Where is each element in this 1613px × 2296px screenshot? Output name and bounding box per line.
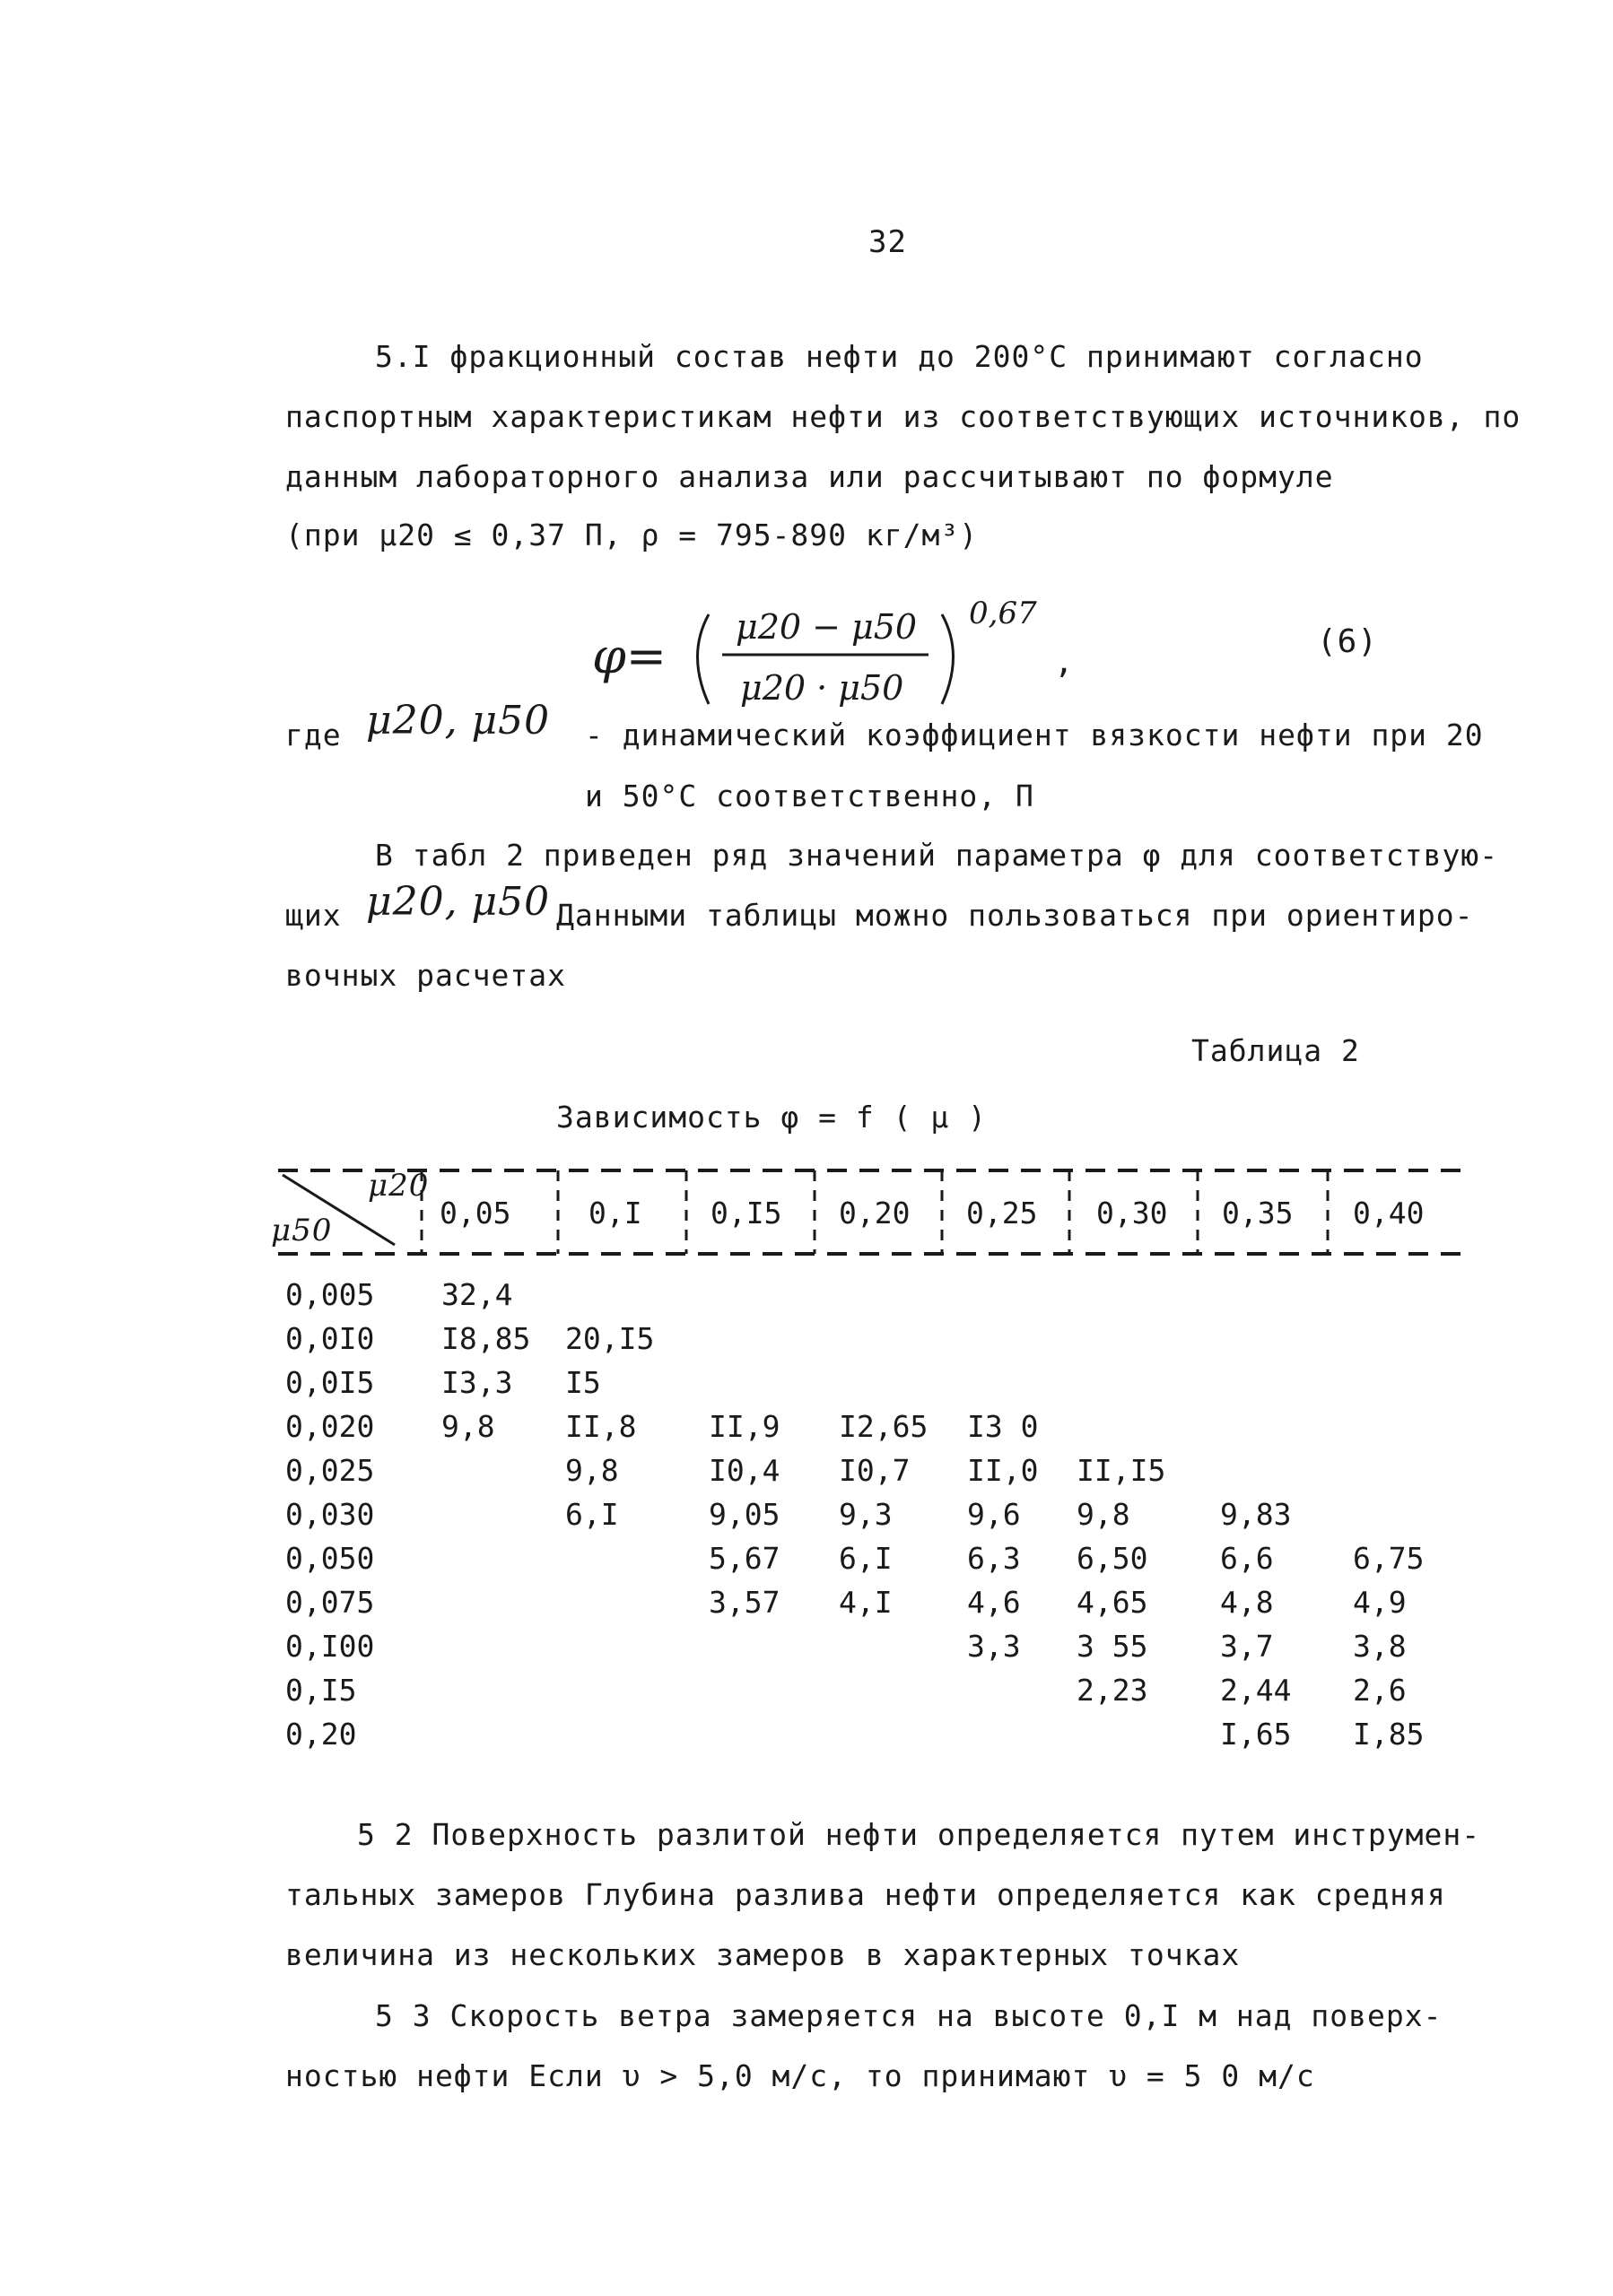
column-header: 0,30 <box>1096 1196 1168 1231</box>
formula-exponent: 0,67 <box>969 596 1037 631</box>
table-cell: I3 0 <box>967 1409 1039 1444</box>
formula-denominator: μ20 · μ50 <box>740 668 904 708</box>
formula-left-paren <box>698 614 710 704</box>
paragraph-5-2-line-2: тальных замеров Глубина разлива нефти определяется как средняя <box>285 1877 1446 1912</box>
table-cell: I2,65 <box>839 1409 929 1444</box>
row-mu50-label: 0,I00 <box>285 1629 375 1664</box>
paragraph-5-3-line-1: 5 3 Скорость ветра замеряется на высоте 0,I м над поверх- <box>375 1998 1443 2033</box>
paragraph-5-2-line-1: 5 2 Поверхность разлитой нефти определяется путем инструмен- <box>357 1817 1481 1852</box>
formula-comma: , <box>1054 644 1074 681</box>
table-cell: I0,4 <box>709 1453 780 1488</box>
where-definition: - динамический коэффициент вязкости нефти при 20 <box>585 718 1484 752</box>
column-header: 0,05 <box>440 1196 511 1231</box>
table-cell: I,65 <box>1220 1717 1292 1752</box>
row-mu50-label: 0,025 <box>285 1453 375 1488</box>
table-cell: I,85 <box>1353 1717 1425 1752</box>
column-header: 0,25 <box>966 1196 1038 1231</box>
table-cell: 9,05 <box>709 1497 780 1532</box>
row-mu50-label: 0,005 <box>285 1277 375 1312</box>
table-cell: 3,57 <box>709 1585 780 1620</box>
table-cell: 20,I5 <box>565 1321 655 1356</box>
row-mu50-label: 0,0I5 <box>285 1365 375 1400</box>
table-cell: 6,75 <box>1353 1541 1425 1576</box>
column-header: 0,I5 <box>711 1196 782 1231</box>
table-cell: 2,44 <box>1220 1673 1292 1708</box>
table-cell: 6,50 <box>1077 1541 1148 1576</box>
table-cell: 2,23 <box>1077 1673 1148 1708</box>
table-corner-mu20: μ20 <box>368 1168 430 1204</box>
table-cell: 3 55 <box>1077 1629 1148 1664</box>
page-number: 32 <box>868 224 907 260</box>
table-cell: 3,8 <box>1353 1629 1407 1664</box>
table-cell: 9,8 <box>1077 1497 1130 1532</box>
table-cell: 6,I <box>565 1497 619 1532</box>
table-cell: 4,65 <box>1077 1585 1148 1620</box>
row-mu50-label: 0,20 <box>285 1717 357 1752</box>
row-mu50-label: 0,075 <box>285 1585 375 1620</box>
column-header: 0,20 <box>839 1196 911 1231</box>
paragraph-table-intro-2b: Данными таблицы можно пользоваться при ориентиро- <box>556 898 1474 933</box>
row-mu50-label: 0,I5 <box>285 1673 357 1708</box>
table-cell: II,0 <box>967 1453 1039 1488</box>
formula-numerator: μ20 − μ50 <box>736 607 918 647</box>
table-cell: 6,3 <box>967 1541 1021 1576</box>
table-cell: I8,85 <box>441 1321 531 1356</box>
formula-lhs: φ= <box>592 628 667 684</box>
table-cell: 9,3 <box>839 1497 893 1532</box>
table-cell: I3,3 <box>441 1365 513 1400</box>
table-cell: 6,6 <box>1220 1541 1274 1576</box>
table-cell: 5,67 <box>709 1541 780 1576</box>
table-cell: 9,83 <box>1220 1497 1292 1532</box>
formula-6 <box>574 583 1077 726</box>
column-header: 0,35 <box>1222 1196 1294 1231</box>
paragraph-table-intro-1: В табл 2 приведен ряд значений параметра φ для соответствую- <box>375 838 1499 873</box>
paragraph-table-intro-3: вочных расчетах <box>285 958 567 993</box>
table-cell: 4,9 <box>1353 1585 1407 1620</box>
table-cell: 9,8 <box>565 1453 619 1488</box>
where-definition-cont: и 50°С соответственно, П <box>585 778 1034 813</box>
equation-number: (6) <box>1317 623 1379 660</box>
table-cell: 32,4 <box>441 1277 513 1312</box>
row-mu50-label: 0,030 <box>285 1497 375 1532</box>
row-mu50-label: 0,020 <box>285 1409 375 1444</box>
table-cell: 3,7 <box>1220 1629 1274 1664</box>
table-cell: I0,7 <box>839 1453 911 1488</box>
table-cell: I5 <box>565 1365 601 1400</box>
paragraph-table-intro-symbols: μ20, μ50 <box>366 879 551 925</box>
paragraph-5-1-line-2: паспортным характеристикам нефти из соответствующих источников, по <box>285 399 1521 434</box>
paragraph-table-intro-2a: щих <box>285 898 342 933</box>
column-header: 0,40 <box>1353 1196 1425 1231</box>
table-cell: 3,3 <box>967 1629 1021 1664</box>
row-mu50-label: 0,050 <box>285 1541 375 1576</box>
table-cell: 4,I <box>839 1585 893 1620</box>
formula-right-paren <box>942 614 954 704</box>
table-label: Таблица 2 <box>1191 1033 1360 1068</box>
table-caption: Зависимость φ = f ( μ ) <box>556 1100 987 1135</box>
table-cell: II,9 <box>709 1409 780 1444</box>
table-cell: 2,6 <box>1353 1673 1407 1708</box>
paragraph-5-2-line-3: величина из нескольких замеров в характерных точках <box>285 1937 1241 1972</box>
table-cell: 9,6 <box>967 1497 1021 1532</box>
table-cell: 6,I <box>839 1541 893 1576</box>
column-header: 0,I <box>589 1196 642 1231</box>
table-cell: 4,6 <box>967 1585 1021 1620</box>
paragraph-5-1-line-3: данным лабораторного анализа или рассчитывают по формуле <box>285 459 1334 494</box>
paragraph-5-1-line-1: 5.I фракционный состав нефти до 200°С принимают согласно <box>375 339 1424 374</box>
table-cell: II,8 <box>565 1409 637 1444</box>
table-cell: 9,8 <box>441 1409 495 1444</box>
row-mu50-label: 0,0I0 <box>285 1321 375 1356</box>
table-cell: II,I5 <box>1077 1453 1166 1488</box>
where-symbols: μ20, μ50 <box>366 698 551 744</box>
where-label: где <box>285 718 342 752</box>
table-corner-mu50: μ50 <box>271 1213 333 1248</box>
table-cell: 4,8 <box>1220 1585 1274 1620</box>
paragraph-5-1-condition: (при μ20 ≤ 0,37 П, ρ = 795-890 кг/м³) <box>285 517 979 552</box>
paragraph-5-3-line-2: ностью нефти Если υ > 5,0 м/с, то принимают υ = 5 0 м/с <box>285 2058 1315 2093</box>
